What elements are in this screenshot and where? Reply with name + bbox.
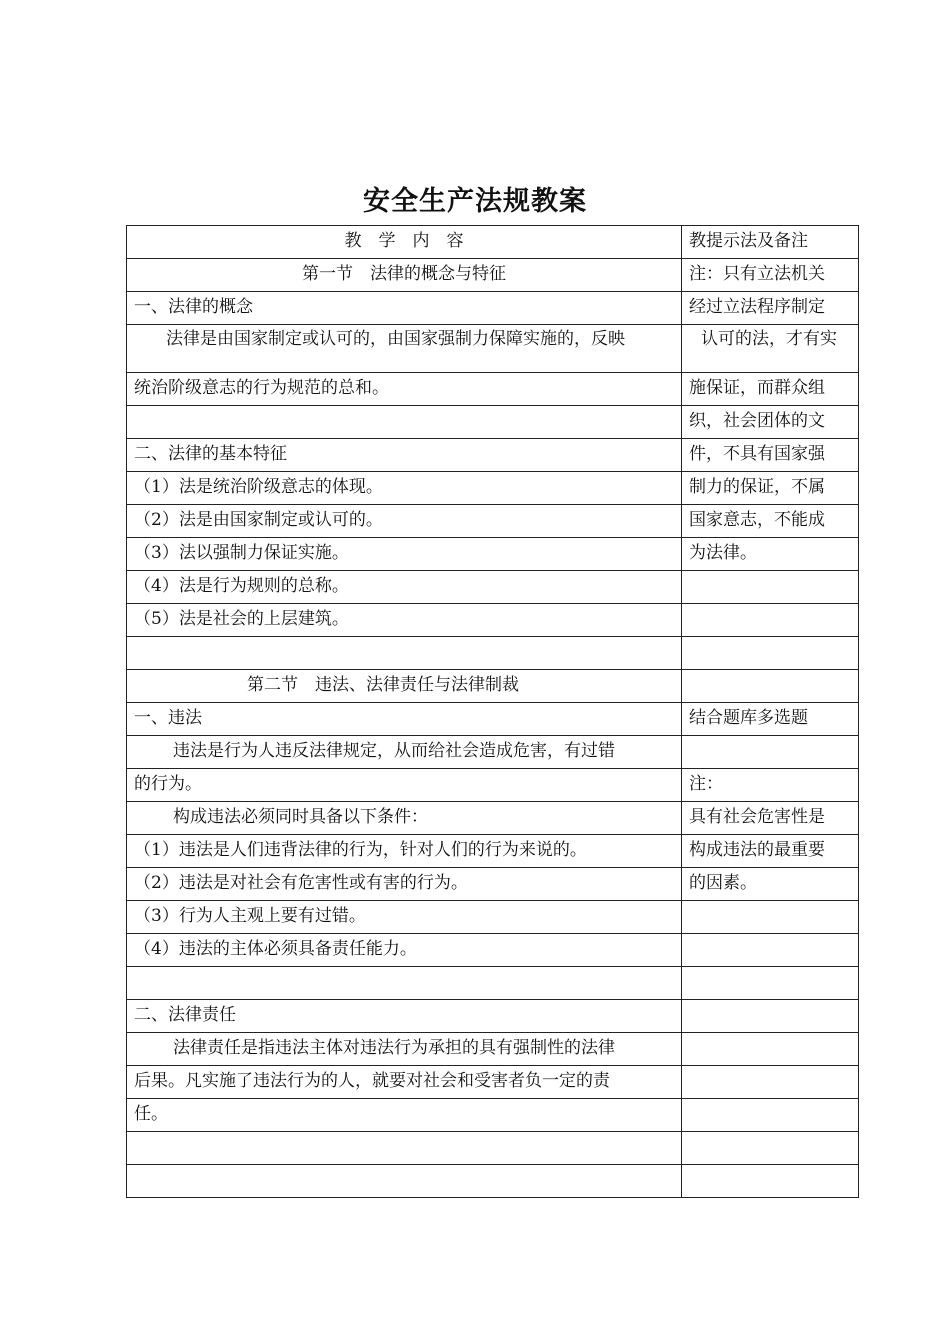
note-cell (682, 571, 859, 604)
table-row (127, 325, 859, 373)
note-cell (682, 325, 859, 373)
table-row (127, 406, 859, 439)
page-title: 安全生产法规教案 (363, 186, 587, 217)
note-cell (682, 1165, 859, 1198)
table-row (127, 1132, 859, 1165)
note-cell: 为法律。 (682, 538, 859, 571)
content-cell (127, 967, 682, 1000)
note-cell (682, 736, 859, 769)
content-cell: 统治阶级意志的行为规范的总和。 (127, 373, 682, 406)
table-row (127, 259, 859, 292)
note-cell (682, 604, 859, 637)
content-cell (127, 1165, 682, 1198)
note-cell: 具有社会危害性是 (682, 802, 859, 835)
content-cell: 二、法律的基本特征 (127, 439, 682, 472)
note-cell (682, 1000, 859, 1033)
section-heading: 第二节 违法、法律责任与法律制裁 (127, 670, 682, 703)
table-row (127, 967, 859, 1000)
table-row (127, 505, 859, 538)
table-row (127, 703, 859, 736)
note-cell: 制力的保证，不属 (682, 472, 859, 505)
note-cell (682, 637, 859, 670)
table-row (127, 373, 859, 406)
table-row (127, 1033, 859, 1066)
table-row (127, 1165, 859, 1198)
note-cell: 构成违法的最重要 (682, 835, 859, 868)
note-cell (682, 1132, 859, 1165)
note-text: 认可的法，才有实 (701, 329, 837, 349)
note-cell: 国家意志，不能成 (682, 505, 859, 538)
content-cell: 构成违法必须同时具备以下条件： (127, 802, 682, 835)
table-row (127, 1000, 859, 1033)
table-row (127, 670, 859, 703)
note-cell: 经过立法程序制定 (682, 292, 859, 325)
note-cell: 注：只有立法机关 (682, 259, 859, 292)
table-row (127, 769, 859, 802)
note-cell (682, 1099, 859, 1132)
header-content: 教 学 内 容 (127, 226, 682, 259)
note-cell: 的因素。 (682, 868, 859, 901)
content-cell: （1）法是统治阶级意志的体现。 (127, 472, 682, 505)
content-cell: （2）违法是对社会有危害性或有害的行为。 (127, 868, 682, 901)
table-row (127, 802, 859, 835)
section-heading: 第一节 法律的概念与特征 (127, 259, 682, 292)
table-row (127, 604, 859, 637)
content-cell: （4）违法的主体必须具备责任能力。 (127, 934, 682, 967)
table-row (127, 934, 859, 967)
content-cell: 违法是行为人违反法律规定，从而给社会造成危害，有过错 (127, 736, 682, 769)
note-cell: 施保证，而群众组 (682, 373, 859, 406)
note-cell (682, 1066, 859, 1099)
table-row (127, 292, 859, 325)
content-cell (127, 1132, 682, 1165)
table-row (127, 1099, 859, 1132)
content-cell (127, 325, 682, 373)
table-row (127, 571, 859, 604)
content-cell: （2）法是由国家制定或认可的。 (127, 505, 682, 538)
content-cell: 一、法律的概念 (127, 292, 682, 325)
table-header-row (127, 226, 859, 259)
note-cell (682, 1033, 859, 1066)
table-row (127, 538, 859, 571)
table-row (127, 835, 859, 868)
note-cell (682, 967, 859, 1000)
header-notes: 教提示法及备注 (682, 226, 859, 259)
content-cell: 的行为。 (127, 769, 682, 802)
table-row (127, 1066, 859, 1099)
note-cell (682, 934, 859, 967)
note-cell (682, 670, 859, 703)
note-cell: 件，不具有国家强 (682, 439, 859, 472)
table-row (127, 439, 859, 472)
content-cell (127, 637, 682, 670)
content-cell (127, 406, 682, 439)
content-cell: 后果。凡实施了违法行为的人，就要对社会和受害者负一定的责 (127, 1066, 682, 1099)
table-row (127, 901, 859, 934)
note-cell: 注： (682, 769, 859, 802)
content-cell: 二、法律责任 (127, 1000, 682, 1033)
note-cell: 结合题库多选题 (682, 703, 859, 736)
lesson-table (126, 225, 859, 1198)
content-cell: 一、违法 (127, 703, 682, 736)
content-cell: 法律责任是指违法主体对违法行为承担的具有强制性的法律 (127, 1033, 682, 1066)
note-cell (682, 901, 859, 934)
table-row (127, 637, 859, 670)
content-cell: （4）法是行为规则的总称。 (127, 571, 682, 604)
content-text: 法律是由国家制定或认可的，由国家强制力保障实施的，反映 (166, 329, 625, 349)
table-row (127, 868, 859, 901)
content-cell: （5）法是社会的上层建筑。 (127, 604, 682, 637)
content-cell: （3）法以强制力保证实施。 (127, 538, 682, 571)
table-row (127, 736, 859, 769)
content-cell: （3）行为人主观上要有过错。 (127, 901, 682, 934)
content-cell: 任。 (127, 1099, 682, 1132)
table-row (127, 472, 859, 505)
note-cell: 织，社会团体的文 (682, 406, 859, 439)
content-cell: （1）违法是人们违背法律的行为，针对人们的行为来说的。 (127, 835, 682, 868)
